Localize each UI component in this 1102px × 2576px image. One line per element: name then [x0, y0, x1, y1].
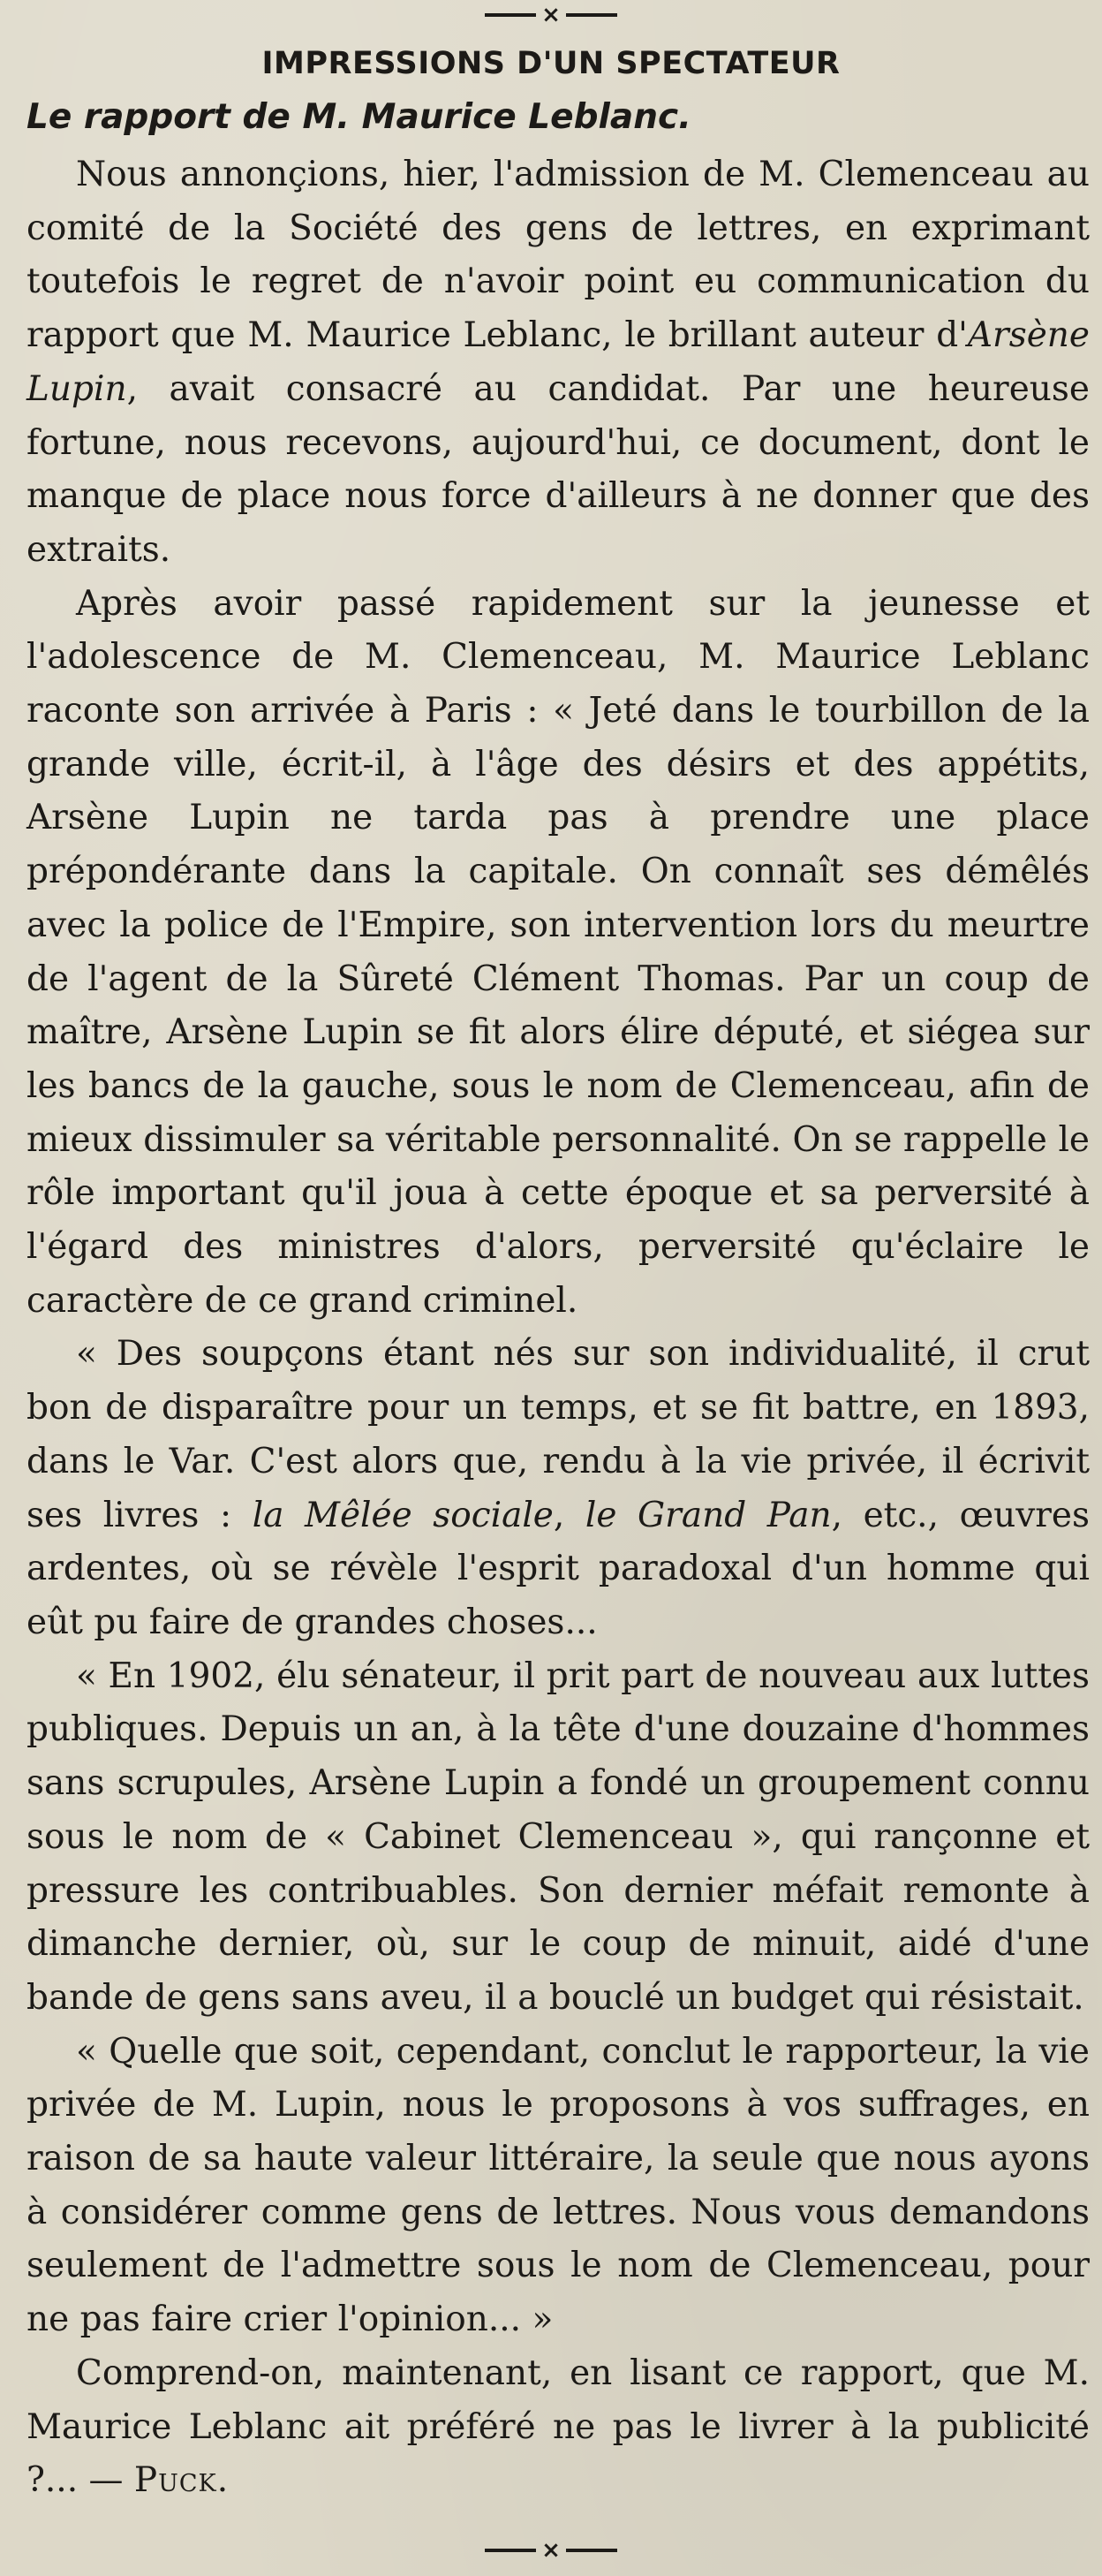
paragraph-1 [26, 148, 1090, 578]
book-title: Arsène Lupin [26, 315, 1090, 409]
top-separator [0, 2, 1102, 28]
section-heading: IMPRESSIONS D'UN SPECTATEUR [261, 46, 841, 81]
paragraph-text: , [553, 1495, 585, 1535]
bottom-separator [0, 2537, 1102, 2564]
paragraph-text: « Des soupçons étant nés sur son individualité, il crut bon de disparaître pour un temps, et se fit battre, en 1893, dans le Var. C'est alors que, rendu à la vie privée, il écrivit ses livres : [26, 1334, 1090, 1535]
separator-line-left [485, 13, 536, 17]
separator-line-left [485, 2549, 536, 2552]
paragraph-text: , avait consacré au candidat. Par une heureuse fortune, nous recevons, aujourd'hui, ce document, dont le manque de place nous force d'ailleurs à ne donner que des extraits. [26, 368, 1090, 570]
article-title: Le rapport de M. Maurice Leblanc. [26, 97, 691, 137]
paragraph-text: , etc., œuvres ardentes, où se révèle l'esprit paradoxal d'un homme qui eût pu faire de grandes choses... [26, 1495, 1091, 1642]
book-title: le Grand Pan [585, 1495, 832, 1535]
article-body [26, 148, 1090, 2508]
paragraph-text: Nous annonçions, hier, l'admission de M. Clemenceau au comité de la Société des gens de lettres, en exprimant toutefois le regret de n'avoir point eu communication du rapport que M. Maurice Leblanc, le brillant auteur d' [26, 155, 1090, 356]
separator-cross: × [541, 2537, 561, 2564]
paragraph-5: « Quelle que soit, cependant, conclut le rapporteur, la vie privée de M. Lupin, nous le proposons à vos suffrages, en raison de sa haute valeur littéraire, la seule que nous ayons à considérer comme gens de lettres. Nous vous demandons seulement de l'admettre sous le nom de Clemenceau, pour ne pas faire crier l'opinion... » [26, 2031, 1090, 2340]
separator-line-right [566, 2549, 617, 2552]
paragraph-2: Après avoir passé rapidement sur la jeunesse et l'adolescence de M. Clemenceau, M. Maurice Leblanc raconte son arrivée à Paris : « Jeté dans le tourbillon de la grande ville, écrit-il, à l'âge des désirs et des appétits, Arsène Lupin ne tarda pas à prendre une place prépondérante dans la capitale. On connaît ses démêlés avec la police de l'Empire, son intervention lors du meurtre de l'agent de la Sûreté Clément Thomas. Par un coup de maître, Arsène Lupin se fit alors élire député, et siégea sur les bancs de la gauche, sous le nom de Clemenceau, afin de mieux dissimuler sa véritable personnalité. On se rappelle le rôle important qu'il joua à cette époque et sa perversité à l'égard des ministres d'alors, perversité qu'éclaire le caractère de ce grand criminel. [26, 583, 1090, 1321]
separator-line-right [566, 13, 617, 17]
paragraph-4: « En 1902, élu sénateur, il prit part de nouveau aux luttes publiques. Depuis un an, à la tête d'une douzaine d'hommes sans scrupules, Arsène Lupin a fondé un groupement connu sous le nom de « Cabinet Clemenceau », qui rançonne et pressure les contribuables. Son dernier méfait remonte à dimanche dernier, où, sur le coup de minuit, aidé d'une bande de gens sans aveu, il a bouclé un budget qui résistait. [26, 1655, 1090, 2018]
paragraph-3 [26, 1328, 1090, 1649]
book-title: la Mêlée sociale [252, 1495, 554, 1535]
author-signature: Puck. [133, 2460, 230, 2501]
paragraph-text: Comprend-on, maintenant, en lisant ce rapport, que M. Maurice Leblanc ait préféré ne pas le livrer à la publicité ?... — [26, 2352, 1090, 2501]
paragraph-6 [26, 2347, 1090, 2508]
separator-cross: × [541, 2, 561, 28]
